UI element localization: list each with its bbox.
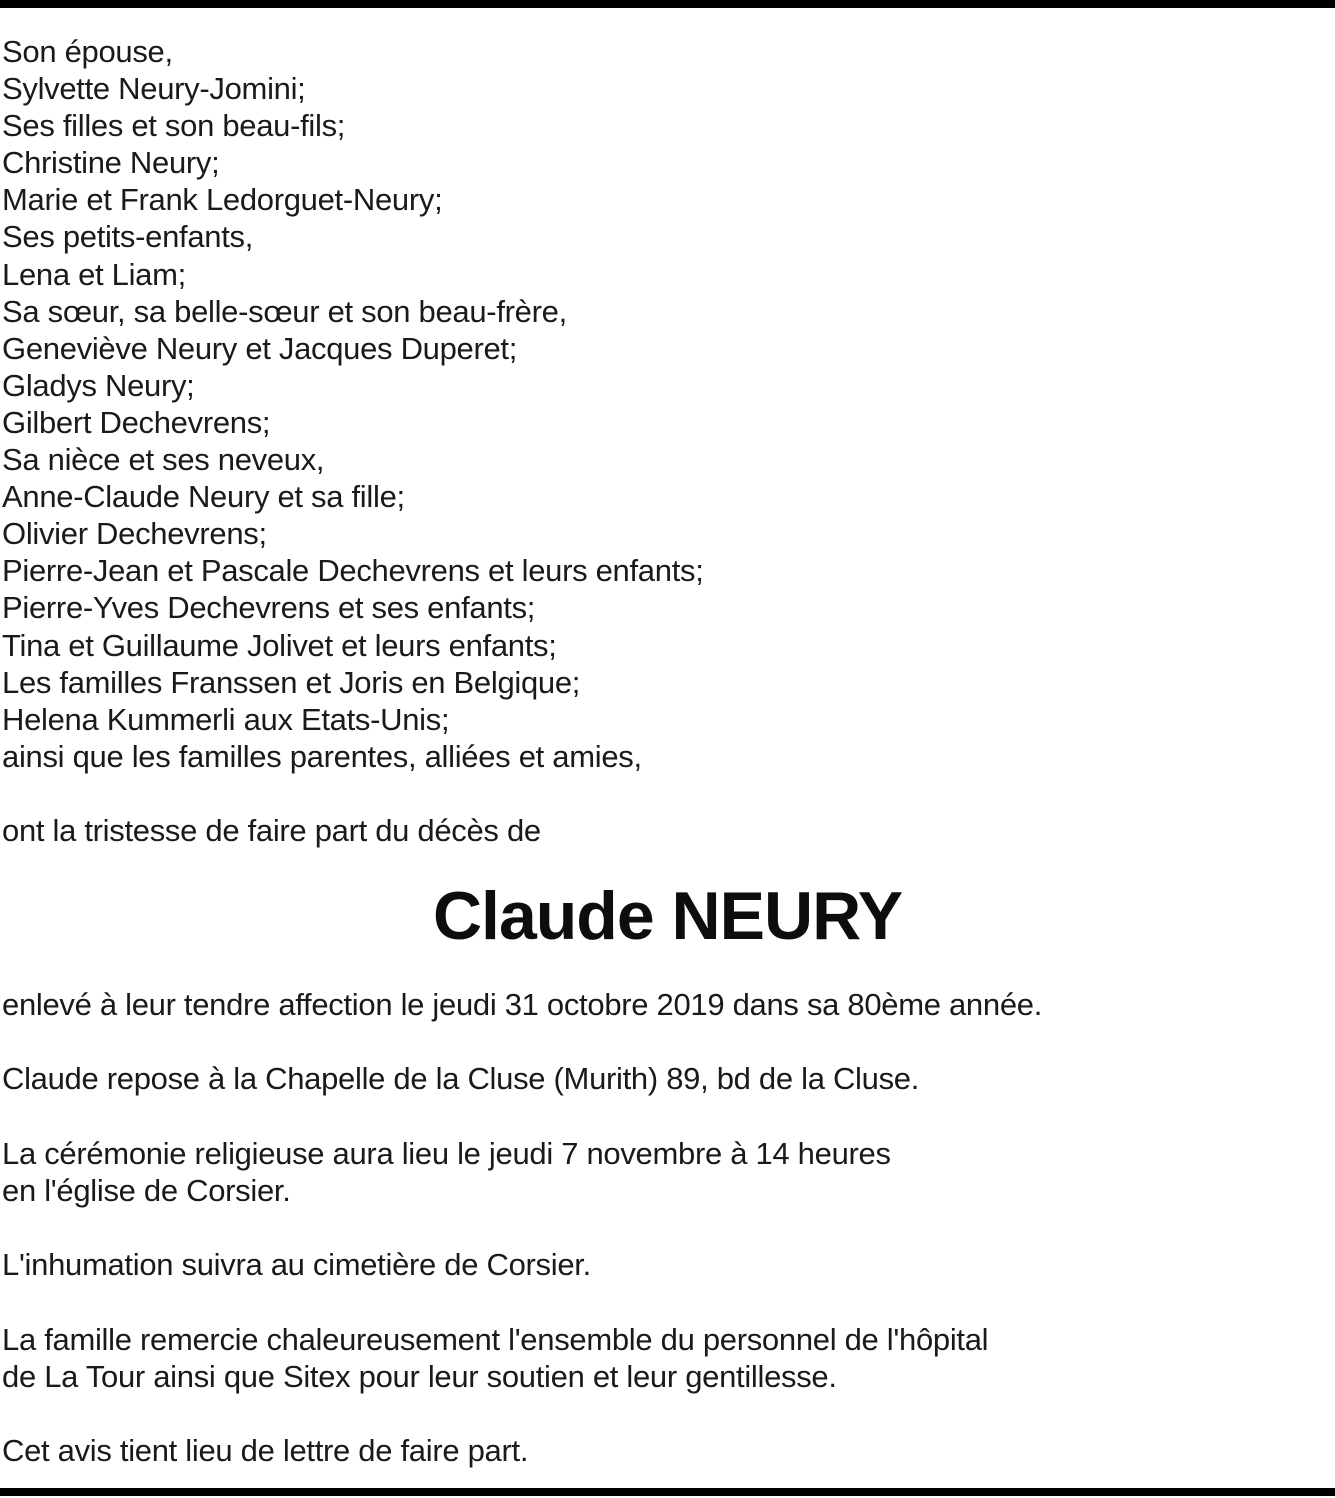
- thanks-line-2: de La Tour ainsi que Sitex pour leur soutien et leur gentillesse.: [2, 1359, 837, 1394]
- family-line: Marie et Frank Ledorguet-Neury;: [2, 182, 443, 218]
- family-line: Sylvette Neury-Jomini;: [2, 71, 306, 107]
- ceremony-line-2: en l'église de Corsier.: [2, 1173, 291, 1208]
- announcement-text: ont la tristesse de faire part du décès de: [2, 813, 541, 848]
- family-line: Son épouse,: [2, 34, 173, 69]
- family-line: Olivier Dechevrens;: [2, 516, 267, 552]
- deceased-name: Claude NEURY: [432, 878, 903, 954]
- family-line: Anne-Claude Neury et sa fille;: [2, 479, 405, 515]
- repose-line: Claude repose à la Chapelle de la Cluse (Murith) 89, bd de la Cluse.: [2, 1061, 920, 1096]
- family-line: ainsi que les familles parentes, alliées et amies,: [2, 738, 642, 774]
- family-line: Les familles Franssen et Joris en Belgique;: [2, 664, 581, 700]
- family-line: Sa nièce et ses neveux,: [2, 442, 325, 478]
- burial-line: L'inhumation suivra au cimetière de Corsier.: [2, 1247, 591, 1282]
- ceremony-line-1: La cérémonie religieuse aura lieu le jeudi 7 novembre à 14 heures: [2, 1136, 891, 1171]
- family-line: Ses petits-enfants,: [2, 219, 254, 255]
- closing-line: Cet avis tient lieu de lettre de faire part.: [2, 1433, 529, 1468]
- family-line: Lena et Liam;: [2, 256, 186, 292]
- top-rule: [0, 0, 1335, 8]
- family-line: Gladys Neury;: [2, 367, 195, 403]
- thanks-line-1: La famille remercie chaleureusement l'ensemble du personnel de l'hôpital: [2, 1322, 989, 1357]
- bottom-rule: [0, 1488, 1335, 1496]
- family-line: Sa sœur, sa belle-sœur et son beau-frère,: [2, 293, 567, 329]
- death-line: enlevé à leur tendre affection le jeudi 31 octobre 2019 dans sa 80ème année.: [2, 987, 1043, 1022]
- family-line: Tina et Guillaume Jolivet et leurs enfants;: [2, 627, 557, 663]
- family-line: Gilbert Dechevrens;: [2, 404, 271, 440]
- family-line: Christine Neury;: [2, 145, 220, 181]
- family-line: Pierre-Yves Dechevrens et ses enfants;: [2, 590, 536, 626]
- family-list: [2, 33, 704, 775]
- family-line: Pierre-Jean et Pascale Dechevrens et leurs enfants;: [2, 553, 704, 589]
- family-line: Geneviève Neury et Jacques Duperet;: [2, 330, 518, 366]
- family-line: Helena Kummerli aux Etats-Unis;: [2, 701, 450, 737]
- family-line: Ses filles et son beau-fils;: [2, 108, 346, 144]
